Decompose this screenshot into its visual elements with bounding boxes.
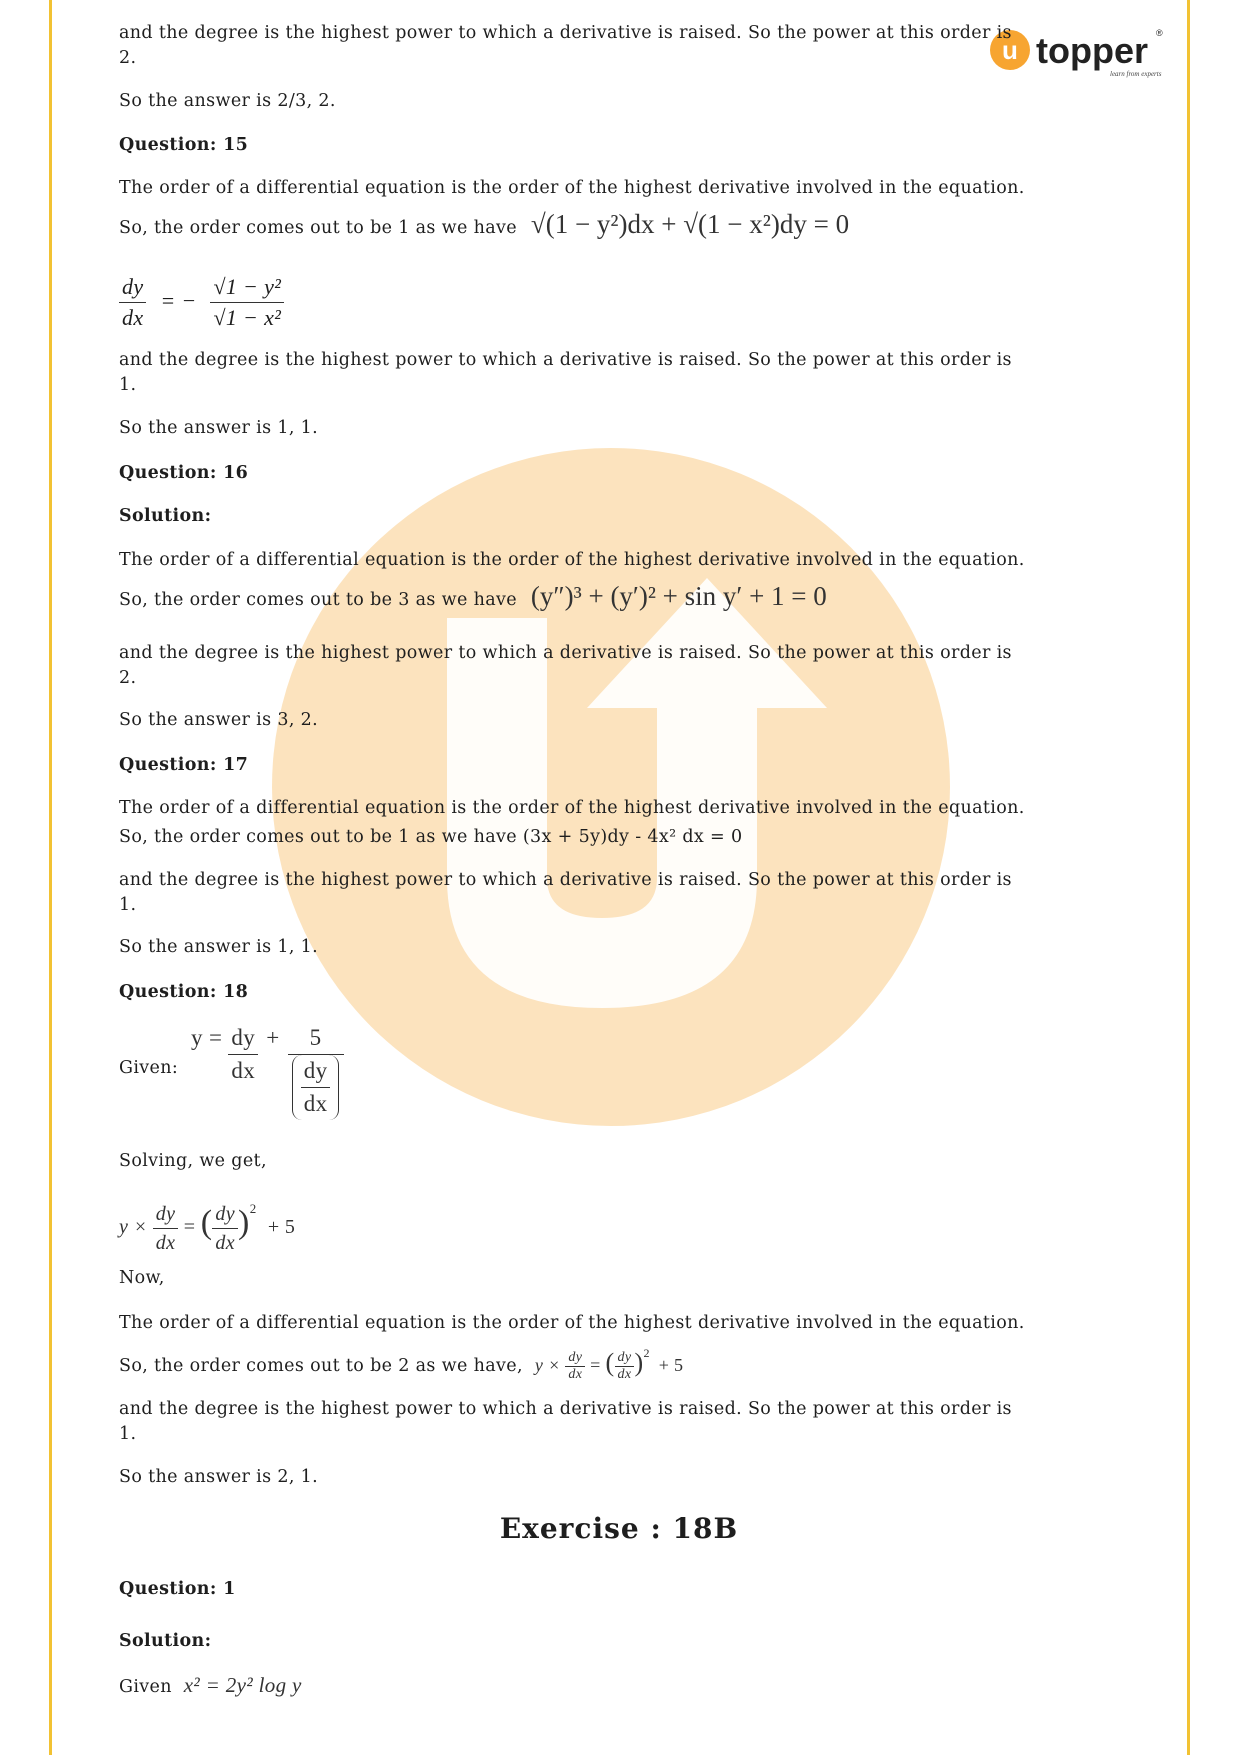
q17-order-line: The order of a differential equation is the order of the highest derivative involved in the equation. [119, 798, 1025, 818]
q16-have-text: So, the order comes out to be 3 as we have [119, 590, 517, 610]
q18-answer: So the answer is 2, 1. [119, 1467, 319, 1487]
q18-order-line: The order of a differential equation is the order of the highest derivative involved in the equation. [119, 1313, 1025, 1333]
q1-solution-heading: Solution: [119, 1631, 212, 1651]
page-border-right [1187, 0, 1190, 1755]
q1-given-line [119, 1672, 302, 1700]
q15-order-line: The order of a differential equation is the order of the highest derivative involved in the equation. [119, 178, 1025, 198]
q17-order-line-2: So, the order comes out to be 1 as we have (3x + 5y)dy - 4x² dx = 0 [119, 827, 743, 847]
q15-equals-minus: = − [160, 287, 197, 313]
q16-answer: So the answer is 3, 2. [119, 710, 319, 730]
paragraph-degree-prev-value: 2. [119, 48, 137, 68]
q18-solved-equation: y × $\frac{dy}{dx}$ = ( $\frac{dy}{dx}$ )$^2$ + 5 [119, 1201, 296, 1254]
q18-order-line-2 [119, 1340, 683, 1383]
logo-letter: u [1002, 35, 1018, 65]
logo-wordmark: topper [1036, 30, 1148, 71]
q18-degree-value: 1. [119, 1424, 137, 1444]
q16-solution-heading: Solution: [119, 506, 212, 526]
q17-degree-value: 1. [119, 895, 137, 915]
q17-answer: So the answer is 1, 1. [119, 937, 319, 957]
topper-logo [988, 26, 1168, 82]
q15-degree-value: 1. [119, 375, 137, 395]
logo-registered: ® [1156, 28, 1163, 38]
answer-prev: So the answer is 2/3, 2. [119, 91, 336, 111]
q18-plus: + [266, 1025, 280, 1050]
question-1-heading: Question: 1 [119, 1579, 236, 1599]
q18-solving-text: Solving, we get, [119, 1151, 267, 1171]
q15-rhs-fraction: $\frac{\text{√1 − y²}}{\text{√1 − x²}}$ [210, 272, 284, 333]
question-15-heading: Question: 15 [119, 135, 249, 155]
question-17-heading: Question: 17 [119, 755, 249, 775]
q1-given-label: Given [119, 1677, 172, 1697]
q15-degree-line: and the degree is the highest power to which a derivative is raised. So the power at this order is [119, 350, 1012, 370]
q15-equation: √(1 − y²)dx + √(1 − x²)dy = 0 [530, 209, 850, 239]
q15-fraction-equation [119, 272, 284, 333]
q18-y-equals: y = [191, 1025, 223, 1050]
q18-given-label: Given: [119, 1058, 179, 1078]
q16-degree-line: and the degree is the highest power to which a derivative is raised. So the power at this order is [119, 643, 1012, 663]
logo-tagline: learn from experts [1110, 70, 1162, 78]
q15-order-line-2 [119, 211, 849, 241]
question-16-heading: Question: 16 [119, 463, 249, 483]
q16-equation: (y″)³ + (y′)² + sin y′ + 1 = 0 [530, 581, 827, 611]
q18-inline-equation: y × $\frac{dy}{dx}$ = ( $\frac{dy}{dx}$ )$^2$ + 5 [534, 1346, 684, 1383]
paragraph-degree-prev: and the degree is the highest power to which a derivative is raised. So the power at this order is [119, 23, 1012, 43]
q18-have-text: So, the order comes out to be 2 as we have, [119, 1356, 523, 1376]
q17-degree-line: and the degree is the highest power to which a derivative is raised. So the power at this order is [119, 870, 1012, 890]
q15-lhs-fraction: $\frac{dy}{dx}$ [119, 272, 146, 333]
page-border-left [49, 0, 52, 1755]
q1-given-equation: x² = 2y² log y [183, 1673, 302, 1697]
q16-order-line-2 [119, 583, 827, 613]
q18-now-text: Now, [119, 1268, 165, 1288]
q18-degree-line: and the degree is the highest power to which a derivative is raised. So the power at this order is [119, 1399, 1012, 1419]
question-18-heading: Question: 18 [119, 982, 249, 1002]
q15-answer: So the answer is 1, 1. [119, 418, 319, 438]
q18-five-over-dydx: $\frac{5}{\frac{dy}{dx}}$ [288, 1022, 344, 1120]
q18-given-equation [191, 1022, 344, 1120]
q15-have-text: So, the order comes out to be 1 as we have [119, 218, 517, 238]
q16-order-line: The order of a differential equation is the order of the highest derivative involved in the equation. [119, 550, 1025, 570]
exercise-heading: Exercise : 18B [499, 1512, 739, 1545]
q16-degree-value: 2. [119, 668, 137, 688]
q18-dydx-fraction: $\frac{dy}{dx}$ [228, 1022, 258, 1087]
